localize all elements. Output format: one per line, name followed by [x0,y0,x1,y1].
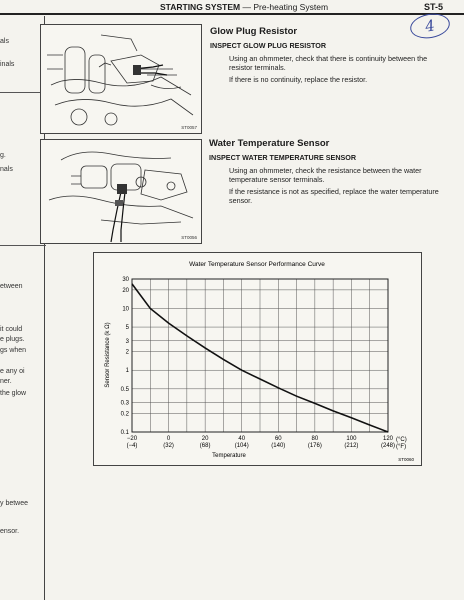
x-tick-label-celsius: 0 [166,436,171,442]
y-axis-ticks [121,277,130,436]
engine-illustration-water [41,140,201,243]
x-tick-label-celsius: 120 [382,436,394,442]
performance-curve-chart [93,252,422,466]
x-axis-ticks [127,436,395,449]
section-subtitle: INSPECT WATER TEMPERATURE SENSOR [209,153,357,162]
x-tick-label-celsius: 80 [311,436,319,442]
x-tick-label-fahrenheit: (176) [307,443,322,449]
figure-code: ST0060 [398,457,414,462]
chart-canvas [94,253,421,465]
page-header-title [160,2,328,12]
margin-text: ensor. [0,528,20,535]
margin-text: it could [0,326,23,333]
y-tick-label: 5 [125,325,129,332]
figure-code: ST0057 [181,125,197,130]
x-tick-label-fahrenheit: (140) [271,443,286,449]
section-title: Glow Plug Resistor [210,26,298,37]
y-tick-label: 3 [125,338,129,345]
margin-text: gs when [0,347,27,354]
header-system: STARTING SYSTEM [160,2,241,12]
margin-text: y betwee [0,500,29,507]
x-tick-label-fahrenheit: (68) [199,443,211,449]
header-subsystem: Pre-heating System [253,2,329,12]
instruction-text: If there is no continuity, replace the resistor. [229,75,368,84]
margin-text: e plugs. [0,336,25,343]
x-tick-label-fahrenheit: (32) [163,443,174,449]
x-tick-label-celsius: 20 [201,436,209,442]
x-tick-label-celsius: 40 [238,436,246,442]
water-temp-sensor-figure [40,139,202,244]
y-tick-label: 0.2 [120,411,129,418]
header-divider [0,13,464,15]
y-tick-label: 0.5 [120,386,129,393]
margin-text: als [0,38,9,45]
x-tick-label-fahrenheit: (104) [234,443,249,449]
x-tick-label-fahrenheit: (248) [380,443,396,449]
instruction-text: Using an ohmmeter, check that there is continuity between the resistor terminals. [229,54,428,72]
section-title: Water Temperature Sensor [209,138,330,149]
margin-text: e any oi [0,368,25,375]
x-axis-label: Temperature [212,453,246,459]
margin-text: nals [0,166,13,173]
y-tick-label: 2 [125,349,129,356]
x-tick-label-celsius: 100 [346,436,357,442]
chart-grid [132,279,388,432]
margin-text: ner. [0,378,12,385]
y-tick-label: 30 [122,277,129,283]
instruction-text: Using an ohmmeter, check the resistance between the water temperature sensor terminals. [229,166,422,184]
x-unit-celsius: (°C) [396,437,407,443]
x-tick-label-celsius: 60 [274,436,282,442]
header-dash: — [242,2,251,12]
margin-divider [0,245,46,246]
margin-text: g. [0,152,6,159]
glow-plug-resistor-figure [40,24,202,134]
handwritten-circled-mark: 4 [408,11,452,42]
y-tick-label: 0.3 [120,400,129,407]
y-tick-label: 1 [125,368,129,375]
instruction-text: If the resistance is not as specified, replace the water temperature sensor. [229,187,439,205]
y-axis-label: Sensor Resistance (k Ω) [105,322,111,388]
margin-text: etween [0,283,23,290]
x-tick-label-fahrenheit: (212) [344,443,359,449]
x-tick-label-fahrenheit: (−4) [126,443,138,449]
engine-illustration-glow [41,25,201,133]
x-tick-label-celsius: −20 [126,436,138,442]
chart-title: Water Temperature Sensor Performance Curve [189,261,325,268]
margin-text: inals [0,61,15,68]
y-tick-label: 0.1 [120,430,129,436]
section-subtitle: INSPECT GLOW PLUG RESISTOR [210,41,327,50]
page-number: ST-5 [424,2,444,12]
margin-text: the glow [0,390,27,397]
y-tick-label: 10 [122,306,129,313]
y-tick-label: 20 [122,287,129,294]
figure-code: ST0056 [181,235,197,240]
x-unit-fahrenheit: (°F) [396,444,407,450]
